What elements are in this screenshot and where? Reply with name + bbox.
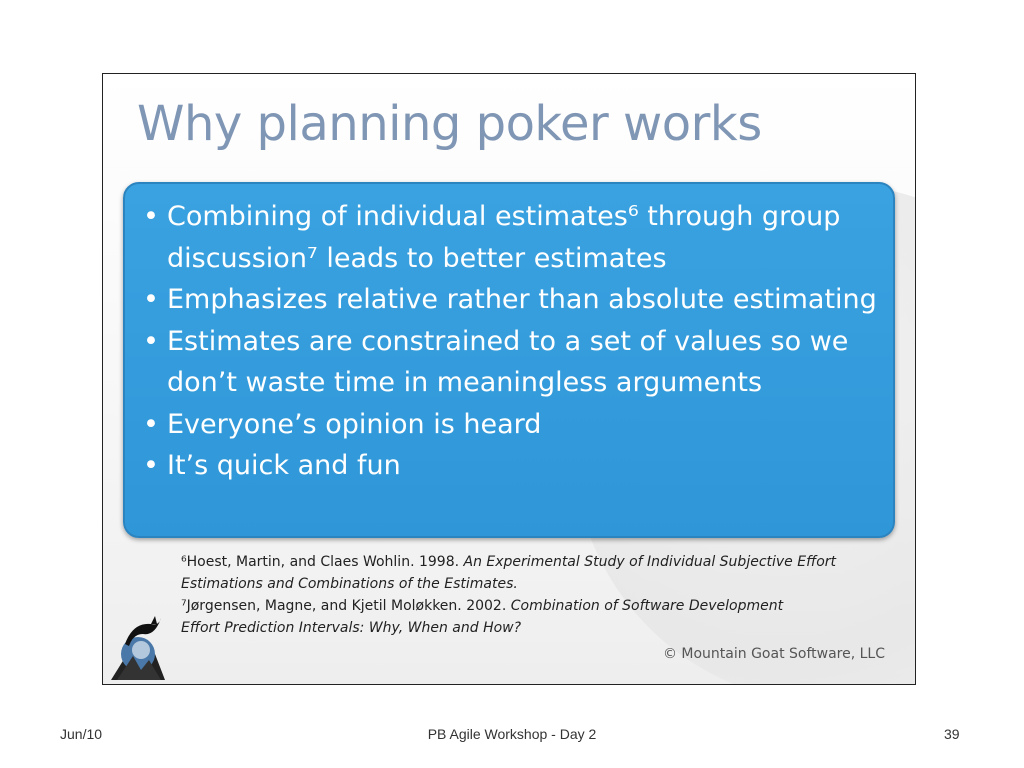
- footer-date: Jun/10: [60, 726, 103, 742]
- footnote-7-line-1: [181, 595, 891, 617]
- bullet-text: It’s quick and fun: [167, 450, 401, 481]
- bullet-text: Everyone’s opinion is heard: [167, 408, 542, 440]
- bullet-icon: •: [143, 284, 159, 315]
- page-number: 39: [944, 726, 960, 742]
- bullet-item: [141, 196, 877, 279]
- mountain-goat-logo-icon: [111, 614, 165, 680]
- bullet-icon: •: [143, 450, 159, 481]
- footnote-7-title-cont: Effort Prediction Intervals: Why, When and How?: [181, 620, 522, 636]
- footnote-6-title: An Experimental Study of Individual Subjective Effort: [463, 554, 837, 570]
- bullet-text: Emphasizes relative rather than absolute estimating: [167, 284, 877, 315]
- bullet-item: [141, 404, 877, 446]
- footer-title: PB Agile Workshop - Day 2: [427, 726, 597, 742]
- footnote-7-authors: ⁷Jørgensen, Magne, and Kjetil Moløkken. 2002.: [181, 598, 511, 614]
- bullet-text: Estimates are constrained to a set of values so we don’t waste time in meaningless arguments: [167, 325, 849, 398]
- bullet-list: [141, 196, 877, 487]
- bullet-item: [141, 279, 877, 321]
- bullet-icon: •: [143, 201, 159, 232]
- footnotes: [181, 551, 891, 639]
- bullet-text: Combining of individual estimates⁶ through group discussion⁷ leads to better estimates: [167, 201, 841, 274]
- footnote-6-line-2: [181, 573, 891, 595]
- slide-title: Why planning poker works: [137, 96, 762, 152]
- bullet-icon: •: [143, 325, 159, 357]
- bullet-item: [141, 321, 877, 404]
- bullet-icon: •: [143, 408, 159, 440]
- footnote-7-line-2: [181, 617, 891, 639]
- bullet-item: [141, 445, 877, 487]
- footnote-6-line-1: [181, 551, 891, 573]
- copyright-text: © Mountain Goat Software, LLC: [662, 646, 885, 662]
- slide-image: [102, 73, 916, 685]
- bullet-box: [123, 182, 895, 538]
- footnote-6-title-cont: Estimations and Combinations of the Estimates.: [181, 576, 518, 592]
- footnote-6-authors: ⁶Hoest, Martin, and Claes Wohlin. 1998.: [181, 554, 464, 570]
- footnote-7-title: Combination of Software Development: [510, 598, 784, 614]
